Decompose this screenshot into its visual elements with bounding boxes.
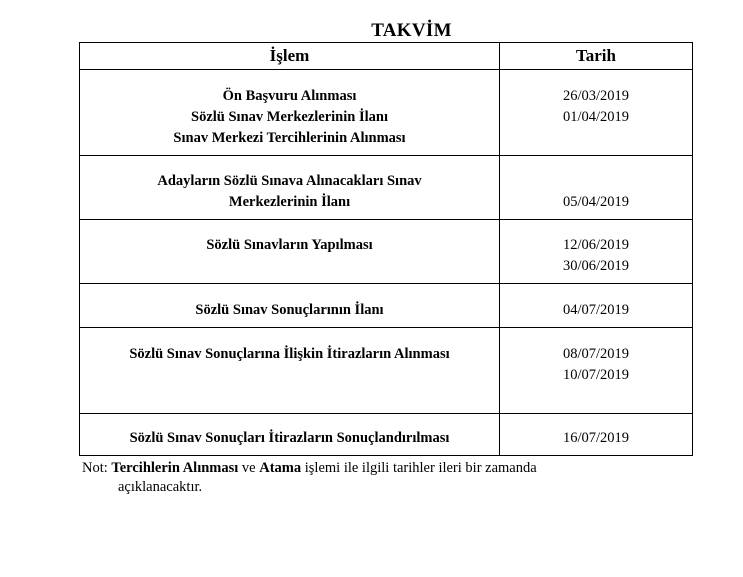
step-cell: [80, 284, 500, 328]
table-header-row: [80, 43, 693, 70]
date-value: 05/04/2019: [562, 194, 630, 210]
column-header-tarih: Tarih: [500, 43, 693, 70]
date-cell: [500, 414, 693, 456]
date-cell: [500, 328, 693, 414]
step-cell: [80, 220, 500, 284]
step-line: Sınav Merkezi Tercihlerinin Alınması: [173, 130, 406, 146]
date-value: 08/07/2019: [562, 346, 630, 362]
table-row: [80, 156, 693, 220]
note-bold-assignment: Atama: [259, 460, 302, 476]
note-bold-preferences: Tercihlerin Alınması: [111, 460, 239, 476]
note-text: işlemi ile ilgili tarihler ileri bir zamanda: [301, 460, 537, 476]
date-value: 26/03/2019: [562, 88, 630, 104]
table-row: [80, 414, 693, 456]
calendar-table: [79, 42, 693, 456]
footnote: [82, 459, 642, 497]
note-prefix: Not:: [82, 460, 112, 476]
date-value: 10/07/2019: [562, 367, 630, 383]
date-cell: [500, 284, 693, 328]
date-value: 01/04/2019: [562, 109, 630, 125]
date-value: 16/07/2019: [562, 430, 630, 446]
step-cell: [80, 156, 500, 220]
date-cell: [500, 70, 693, 156]
date-cell: [500, 220, 693, 284]
date-value: 12/06/2019: [562, 237, 630, 253]
step-cell: [80, 328, 500, 414]
page-title: TAKVİM: [371, 20, 452, 41]
column-header-islem: İşlem: [80, 43, 500, 70]
date-value: 30/06/2019: [562, 258, 630, 274]
step-line: Sözlü Sınav Sonuçlarının İlanı: [195, 302, 384, 318]
table-row: [80, 328, 693, 414]
step-line: Ön Başvuru Alınması: [222, 88, 357, 104]
table-row: [80, 220, 693, 284]
table-row: [80, 284, 693, 328]
note-text: ve: [238, 460, 260, 476]
date-cell: [500, 156, 693, 220]
step-line: Merkezlerinin İlanı: [228, 194, 351, 210]
step-line: Sözlü Sınav Sonuçları İtirazların Sonuçlandırılması: [129, 430, 450, 446]
step-line: Sözlü Sınav Sonuçlarına İlişkin İtirazların Alınması: [129, 346, 450, 362]
step-cell: [80, 414, 500, 456]
note-second-line: açıklanacaktır.: [118, 479, 203, 495]
step-line: Sözlü Sınavların Yapılması: [206, 237, 373, 253]
table-row: [80, 70, 693, 156]
date-value: 04/07/2019: [562, 302, 630, 318]
step-line: Adayların Sözlü Sınava Alınacakları Sınav: [157, 173, 422, 189]
step-cell: [80, 70, 500, 156]
step-line: Sözlü Sınav Merkezlerinin İlanı: [191, 109, 388, 125]
